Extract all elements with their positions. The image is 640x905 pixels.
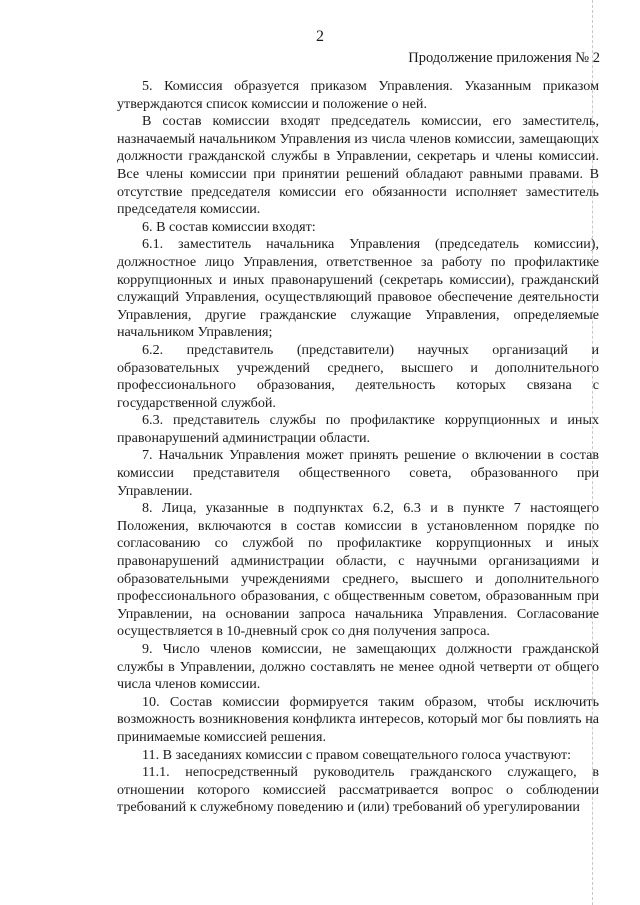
appendix-continuation-note: Продолжение приложения № 2 [408,50,600,66]
paragraph-10: 10. Состав комиссии формируется таким образом, чтобы исключить возможность возникновения конфликта интересов, который мог бы повлиять на принимаемые комиссией решения. [117,693,599,745]
paragraph-6: 6. В состав комиссии входят: [142,218,316,235]
paragraph-8: 8. Лица, указанные в подпунктах 6.2, 6.3 и в пункте 7 настоящего Положения, включаются в состав комиссии в установленном порядке по согласованию со службой по профилактике коррупционных и иных правонарушений администрации области, с научными организациями и образовательными учреждениями среднего, высшего и дополнительного профессионального образования, с общественным советом, образованным при Управлении, на основании запроса начальника Управления. Согласование осуществляется в 10-дневный срок со дня получения запроса. [117,500,599,640]
paragraph-6-3: 6.3. представитель службы по профилактике коррупционных и иных правонарушений администрации области. [117,412,599,446]
paragraph-7: 7. Начальник Управления может принять решение о включении в состав комиссии представителя общественного совета, образованного при Управлении. [117,447,599,499]
page-number: 2 [316,28,324,45]
paragraph-6-1: 6.1. заместитель начальника Управления (председатель комиссии), должностное лицо Управления, ответственное за работу по профилактике коррупционных и иных правонарушений (секретарь комиссии), гражданский служащий Управления, осуществляющий правовое обеспечение деятельности Управления, другие гражданские служащие Управления, определяемые начальником Управления; [117,236,599,341]
paragraph-9: 9. Число членов комиссии, не замещающих должности гражданской службы в Управлении, должно составлять не менее одной четверти от общего числа членов комиссии. [117,641,599,693]
paragraph-11-1: 11.1. непосредственный руководитель гражданского служащего, в отношении которого комиссией рассматривается вопрос о соблюдении требований к служебному поведению и (или) требований об урегулировании [117,764,599,816]
paragraph-5: 5. Комиссия образуется приказом Управления. Указанным приказом утверждаются список комиссии и положение о ней. [117,78,599,112]
paragraph-11: 11. В заседаниях комиссии с правом совещательного голоса участвуют: [142,746,572,763]
paragraph-5-composition: В состав комиссии входят председатель комиссии, его заместитель, назначаемый начальником Управления из числа членов комиссии, замещающих должности гражданской службы в Управлении, секретарь и члены комиссии. Все члены комиссии при принятии решений обладают равными правами. В отсутствие председателя комиссии его обязанности исполняет заместитель председателя комиссии. [117,113,599,218]
document-body [117,78,599,817]
paragraph-6-2: 6.2. представитель (представители) научных организаций и образовательных учреждений среднего, высшего и дополнительного профессионального образования, деятельность которых связана с государственной службой. [117,341,599,411]
